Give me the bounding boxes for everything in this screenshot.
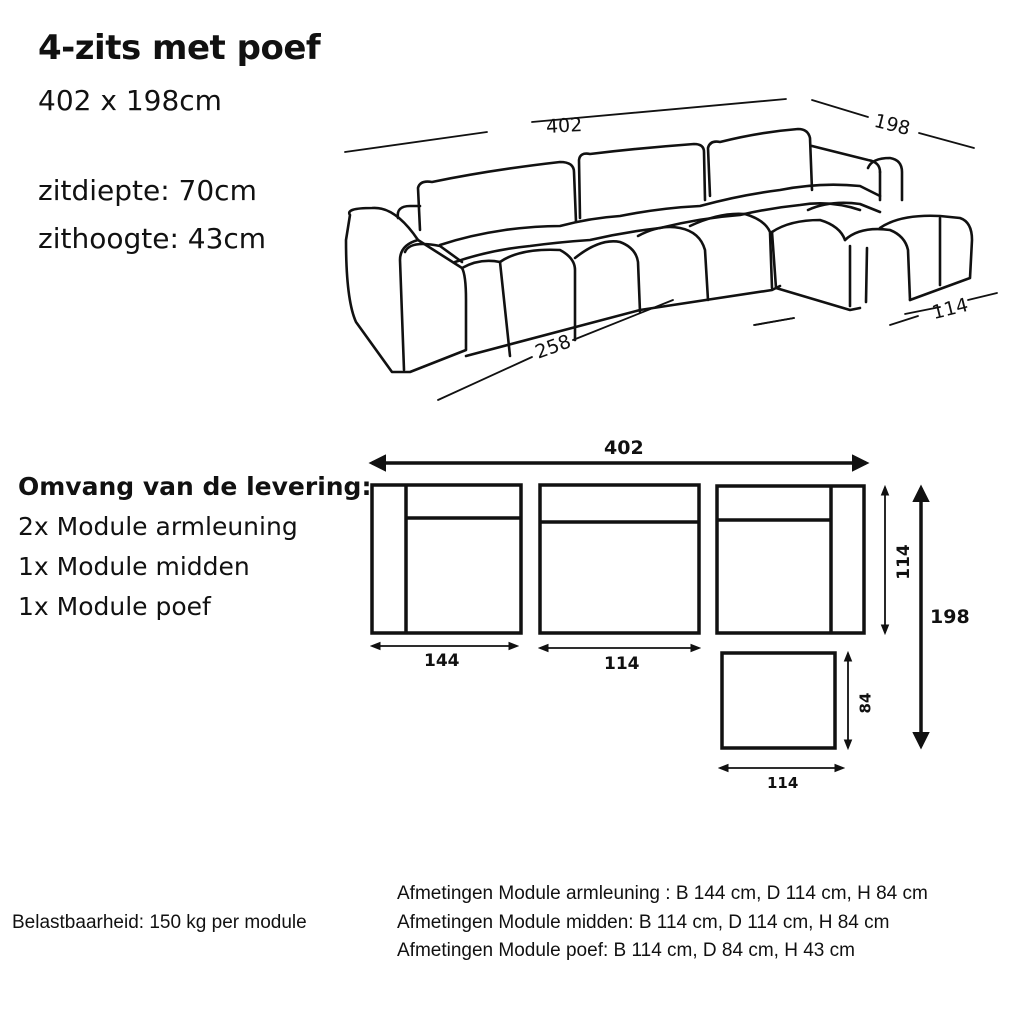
plan-module-depth-label: 114 <box>893 544 914 580</box>
product-dimensions: 402 x 198cm <box>38 84 222 117</box>
spec-pouf-module: Afmetingen Module poef: B 114 cm, D 84 cm, H 43 cm <box>397 940 855 961</box>
plan-pouf-width-label: 114 <box>767 774 799 792</box>
delivery-item: 1x Module midden <box>18 552 250 581</box>
spec-arm-module: Afmetingen Module armleuning : B 144 cm, D 114 cm, H 84 cm <box>397 883 928 904</box>
plan-total-depth-label: 198 <box>930 606 970 628</box>
plan-middle-width-label: 114 <box>604 654 640 674</box>
product-title: 4-zits met poef <box>38 28 321 68</box>
spec-middle-module: Afmetingen Module midden: B 114 cm, D 114 cm, H 84 cm <box>397 912 890 933</box>
sketch-depth-label: 198 <box>871 109 913 141</box>
seat-height: zithoogte: 43cm <box>38 222 267 255</box>
delivery-title: Omvang van de levering: <box>18 472 372 501</box>
plan-pouf-depth-label: 84 <box>856 692 875 714</box>
sketch-pouf-label: 114 <box>929 293 971 325</box>
plan-arm-width-label: 144 <box>424 651 460 671</box>
delivery-item: 1x Module poef <box>18 592 211 621</box>
sketch-front-label: 258 <box>532 330 574 364</box>
sketch-width-label: 402 <box>545 114 583 138</box>
seat-depth: zitdiepte: 70cm <box>38 174 257 207</box>
load-capacity: Belastbaarheid: 150 kg per module <box>12 912 307 933</box>
delivery-item: 2x Module armleuning <box>18 512 298 541</box>
sofa-sketch <box>0 0 1024 420</box>
plan-total-width-label: 402 <box>604 437 644 459</box>
